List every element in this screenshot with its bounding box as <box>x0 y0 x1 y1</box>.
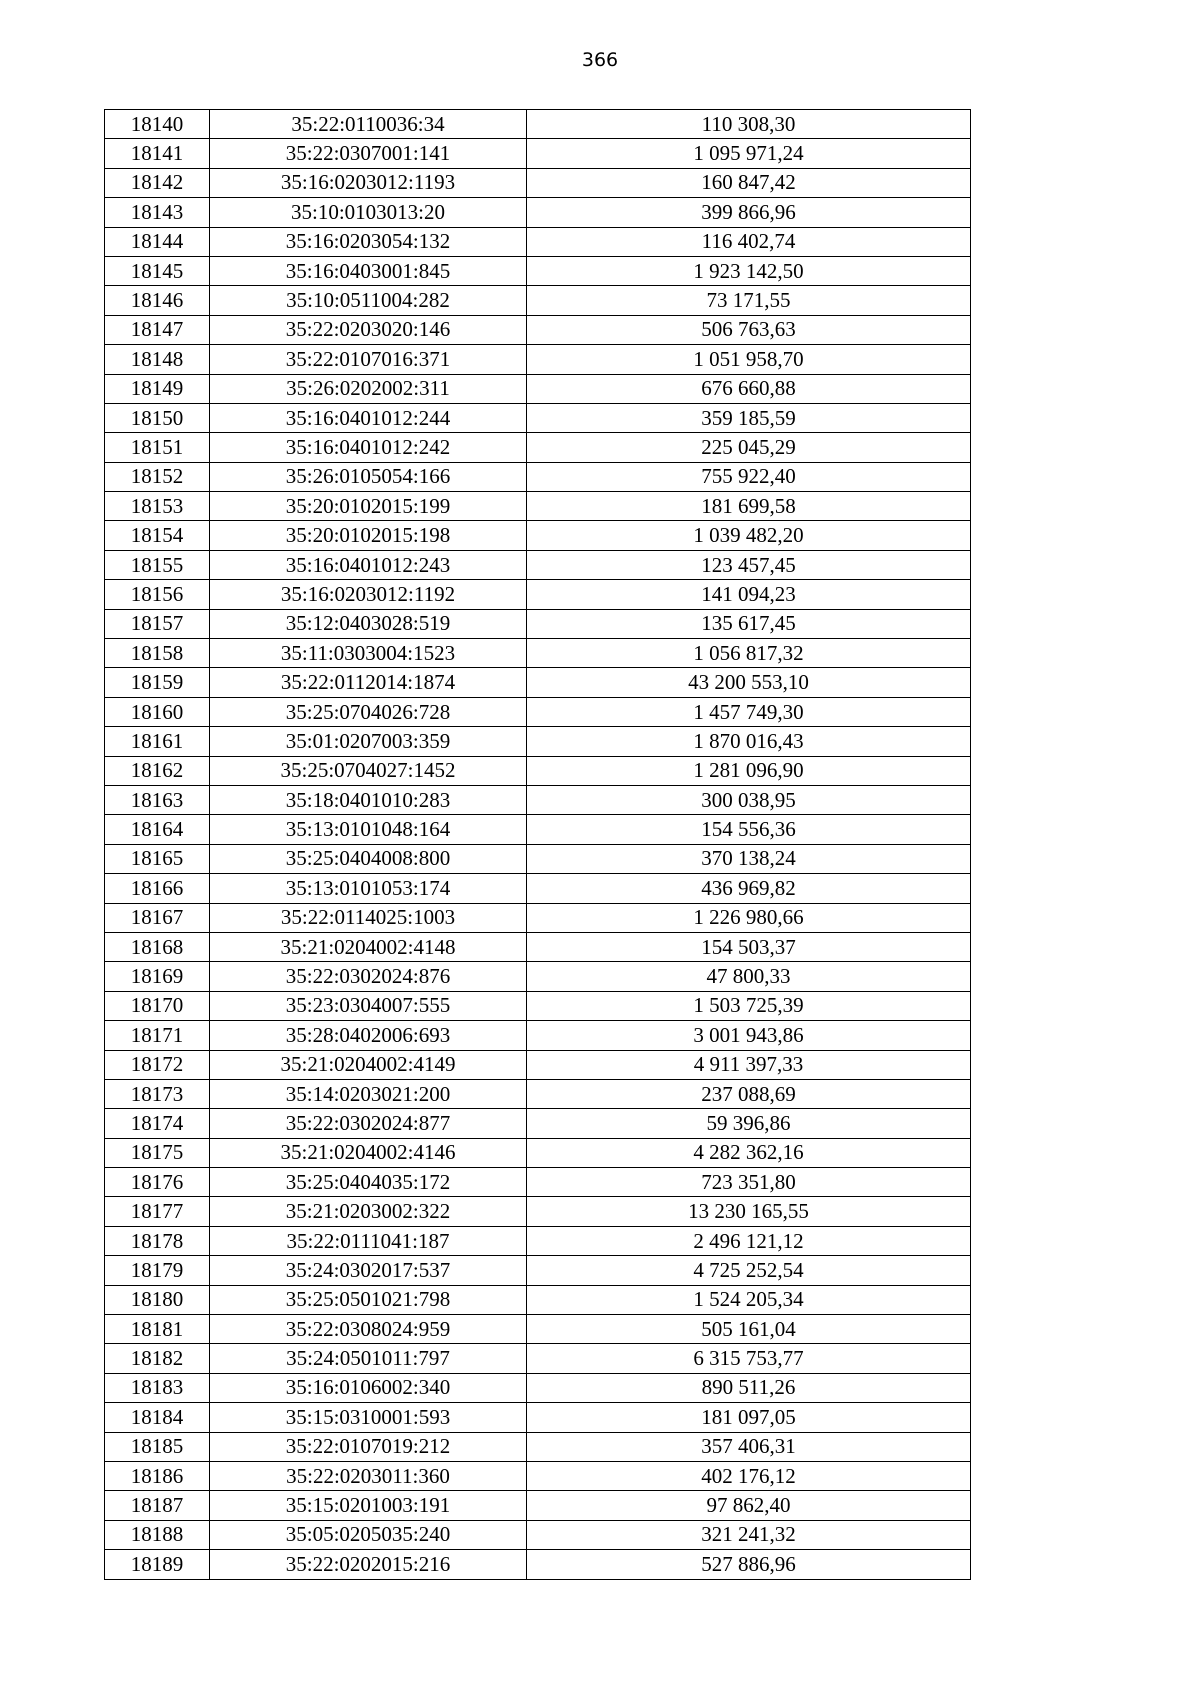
cadastral-value-cell: 110 308,30 <box>527 110 971 139</box>
cadastral-number-cell: 35:22:0307001:141 <box>210 139 527 168</box>
cadastral-number-cell: 35:22:0202015:216 <box>210 1550 527 1579</box>
cadastral-number-cell: 35:20:0102015:198 <box>210 521 527 550</box>
cadastral-number-cell: 35:16:0401012:244 <box>210 403 527 432</box>
table-row <box>105 580 971 609</box>
table-row <box>105 1461 971 1490</box>
row-number-cell: 18153 <box>105 492 210 521</box>
cadastral-value-cell: 399 866,96 <box>527 198 971 227</box>
table-row <box>105 198 971 227</box>
cadastral-value-cell: 1 457 749,30 <box>527 697 971 726</box>
cadastral-value-cell: 1 039 482,20 <box>527 521 971 550</box>
cadastral-number-cell: 35:21:0204002:4146 <box>210 1138 527 1167</box>
cadastral-value-cell: 1 524 205,34 <box>527 1285 971 1314</box>
row-number-cell: 18188 <box>105 1520 210 1549</box>
cadastral-number-cell: 35:12:0403028:519 <box>210 609 527 638</box>
row-number-cell: 18185 <box>105 1432 210 1461</box>
table-row <box>105 550 971 579</box>
table-row <box>105 1138 971 1167</box>
cadastral-number-cell: 35:22:0203020:146 <box>210 315 527 344</box>
cadastral-number-cell: 35:16:0401012:243 <box>210 550 527 579</box>
row-number-cell: 18187 <box>105 1491 210 1520</box>
cadastral-value-cell: 723 351,80 <box>527 1168 971 1197</box>
cadastral-value-cell: 4 911 397,33 <box>527 1050 971 1079</box>
table-row <box>105 1168 971 1197</box>
cadastral-value-cell: 890 511,26 <box>527 1373 971 1402</box>
table-row <box>105 315 971 344</box>
cadastral-value-cell: 97 862,40 <box>527 1491 971 1520</box>
row-number-cell: 18143 <box>105 198 210 227</box>
table-row <box>105 256 971 285</box>
cadastral-value-table <box>104 109 971 1580</box>
table-row <box>105 844 971 873</box>
cadastral-number-cell: 35:16:0203012:1193 <box>210 168 527 197</box>
cadastral-number-cell: 35:23:0304007:555 <box>210 991 527 1020</box>
cadastral-value-cell: 141 094,23 <box>527 580 971 609</box>
cadastral-number-cell: 35:25:0404035:172 <box>210 1168 527 1197</box>
row-number-cell: 18156 <box>105 580 210 609</box>
cadastral-value-cell: 225 045,29 <box>527 433 971 462</box>
row-number-cell: 18178 <box>105 1226 210 1255</box>
table-row <box>105 1344 971 1373</box>
row-number-cell: 18150 <box>105 403 210 432</box>
row-number-cell: 18186 <box>105 1461 210 1490</box>
row-number-cell: 18149 <box>105 374 210 403</box>
cadastral-number-cell: 35:16:0401012:242 <box>210 433 527 462</box>
table-row <box>105 110 971 139</box>
row-number-cell: 18144 <box>105 227 210 256</box>
table-row <box>105 521 971 550</box>
row-number-cell: 18173 <box>105 1079 210 1108</box>
row-number-cell: 18180 <box>105 1285 210 1314</box>
table-row <box>105 1315 971 1344</box>
table-row <box>105 1256 971 1285</box>
cadastral-number-cell: 35:22:0114025:1003 <box>210 903 527 932</box>
cadastral-number-cell: 35:22:0110036:34 <box>210 110 527 139</box>
cadastral-number-cell: 35:22:0308024:959 <box>210 1315 527 1344</box>
page-number: 366 <box>581 49 619 71</box>
table-row <box>105 1520 971 1549</box>
table-row <box>105 1079 971 1108</box>
row-number-cell: 18145 <box>105 256 210 285</box>
row-number-cell: 18184 <box>105 1403 210 1432</box>
row-number-cell: 18163 <box>105 785 210 814</box>
row-number-cell: 18172 <box>105 1050 210 1079</box>
cadastral-value-cell: 1 226 980,66 <box>527 903 971 932</box>
cadastral-value-cell: 1 281 096,90 <box>527 756 971 785</box>
row-number-cell: 18146 <box>105 286 210 315</box>
cadastral-number-cell: 35:13:0101053:174 <box>210 874 527 903</box>
cadastral-value-cell: 2 496 121,12 <box>527 1226 971 1255</box>
row-number-cell: 18183 <box>105 1373 210 1402</box>
cadastral-number-cell: 35:21:0203002:322 <box>210 1197 527 1226</box>
table-row <box>105 785 971 814</box>
row-number-cell: 18151 <box>105 433 210 462</box>
row-number-cell: 18155 <box>105 550 210 579</box>
row-number-cell: 18166 <box>105 874 210 903</box>
cadastral-number-cell: 35:10:0511004:282 <box>210 286 527 315</box>
cadastral-value-cell: 1 056 817,32 <box>527 639 971 668</box>
cadastral-value-cell: 357 406,31 <box>527 1432 971 1461</box>
cadastral-number-cell: 35:22:0111041:187 <box>210 1226 527 1255</box>
row-number-cell: 18147 <box>105 315 210 344</box>
row-number-cell: 18161 <box>105 727 210 756</box>
row-number-cell: 18142 <box>105 168 210 197</box>
table-row <box>105 903 971 932</box>
row-number-cell: 18170 <box>105 991 210 1020</box>
cadastral-value-cell: 43 200 553,10 <box>527 668 971 697</box>
row-number-cell: 18179 <box>105 1256 210 1285</box>
table-row <box>105 374 971 403</box>
cadastral-number-cell: 35:01:0207003:359 <box>210 727 527 756</box>
table-body <box>105 110 971 1580</box>
cadastral-number-cell: 35:15:0310001:593 <box>210 1403 527 1432</box>
row-number-cell: 18160 <box>105 697 210 726</box>
cadastral-number-cell: 35:28:0402006:693 <box>210 1021 527 1050</box>
cadastral-number-cell: 35:16:0203012:1192 <box>210 580 527 609</box>
table-row <box>105 1550 971 1579</box>
cadastral-value-cell: 370 138,24 <box>527 844 971 873</box>
cadastral-value-cell: 13 230 165,55 <box>527 1197 971 1226</box>
cadastral-value-cell: 59 396,86 <box>527 1109 971 1138</box>
cadastral-value-cell: 359 185,59 <box>527 403 971 432</box>
table-row <box>105 345 971 374</box>
cadastral-number-cell: 35:25:0404008:800 <box>210 844 527 873</box>
cadastral-number-cell: 35:05:0205035:240 <box>210 1520 527 1549</box>
cadastral-value-cell: 4 282 362,16 <box>527 1138 971 1167</box>
table-row <box>105 1226 971 1255</box>
cadastral-value-cell: 1 503 725,39 <box>527 991 971 1020</box>
cadastral-value-cell: 1 870 016,43 <box>527 727 971 756</box>
table-row <box>105 286 971 315</box>
cadastral-number-cell: 35:22:0107016:371 <box>210 345 527 374</box>
table-row <box>105 1285 971 1314</box>
table-row <box>105 168 971 197</box>
cadastral-number-cell: 35:22:0302024:877 <box>210 1109 527 1138</box>
row-number-cell: 18177 <box>105 1197 210 1226</box>
row-number-cell: 18182 <box>105 1344 210 1373</box>
cadastral-value-cell: 300 038,95 <box>527 785 971 814</box>
cadastral-number-cell: 35:21:0204002:4148 <box>210 932 527 961</box>
cadastral-number-cell: 35:11:0303004:1523 <box>210 639 527 668</box>
cadastral-number-cell: 35:16:0403001:845 <box>210 256 527 285</box>
cadastral-value-cell: 73 171,55 <box>527 286 971 315</box>
row-number-cell: 18175 <box>105 1138 210 1167</box>
cadastral-number-cell: 35:25:0704027:1452 <box>210 756 527 785</box>
table-row <box>105 609 971 638</box>
row-number-cell: 18167 <box>105 903 210 932</box>
table-row <box>105 1373 971 1402</box>
cadastral-value-cell: 135 617,45 <box>527 609 971 638</box>
cadastral-number-cell: 35:25:0704026:728 <box>210 697 527 726</box>
table-row <box>105 991 971 1020</box>
cadastral-value-cell: 154 503,37 <box>527 932 971 961</box>
table-row <box>105 139 971 168</box>
cadastral-value-cell: 154 556,36 <box>527 815 971 844</box>
row-number-cell: 18168 <box>105 932 210 961</box>
cadastral-number-cell: 35:26:0105054:166 <box>210 462 527 491</box>
cadastral-number-cell: 35:10:0103013:20 <box>210 198 527 227</box>
row-number-cell: 18169 <box>105 962 210 991</box>
row-number-cell: 18158 <box>105 639 210 668</box>
cadastral-number-cell: 35:24:0501011:797 <box>210 1344 527 1373</box>
table-row <box>105 433 971 462</box>
cadastral-number-cell: 35:18:0401010:283 <box>210 785 527 814</box>
cadastral-number-cell: 35:16:0203054:132 <box>210 227 527 256</box>
table-row <box>105 815 971 844</box>
table-row <box>105 697 971 726</box>
cadastral-number-cell: 35:22:0112014:1874 <box>210 668 527 697</box>
cadastral-value-cell: 6 315 753,77 <box>527 1344 971 1373</box>
row-number-cell: 18181 <box>105 1315 210 1344</box>
table-row <box>105 756 971 785</box>
cadastral-number-cell: 35:26:0202002:311 <box>210 374 527 403</box>
row-number-cell: 18174 <box>105 1109 210 1138</box>
cadastral-number-cell: 35:21:0204002:4149 <box>210 1050 527 1079</box>
cadastral-value-cell: 181 097,05 <box>527 1403 971 1432</box>
row-number-cell: 18154 <box>105 521 210 550</box>
cadastral-value-cell: 527 886,96 <box>527 1550 971 1579</box>
row-number-cell: 18162 <box>105 756 210 785</box>
table-row <box>105 1403 971 1432</box>
row-number-cell: 18140 <box>105 110 210 139</box>
cadastral-value-cell: 116 402,74 <box>527 227 971 256</box>
table-row <box>105 492 971 521</box>
row-number-cell: 18157 <box>105 609 210 638</box>
cadastral-number-cell: 35:22:0107019:212 <box>210 1432 527 1461</box>
table-row <box>105 727 971 756</box>
cadastral-value-cell: 237 088,69 <box>527 1079 971 1108</box>
cadastral-value-cell: 676 660,88 <box>527 374 971 403</box>
table-row <box>105 1432 971 1461</box>
cadastral-value-cell: 436 969,82 <box>527 874 971 903</box>
table-row <box>105 1491 971 1520</box>
cadastral-number-cell: 35:15:0201003:191 <box>210 1491 527 1520</box>
row-number-cell: 18164 <box>105 815 210 844</box>
table-row <box>105 1109 971 1138</box>
row-number-cell: 18152 <box>105 462 210 491</box>
cadastral-value-cell: 402 176,12 <box>527 1461 971 1490</box>
row-number-cell: 18189 <box>105 1550 210 1579</box>
cadastral-number-cell: 35:16:0106002:340 <box>210 1373 527 1402</box>
row-number-cell: 18176 <box>105 1168 210 1197</box>
table-row <box>105 1050 971 1079</box>
row-number-cell: 18171 <box>105 1021 210 1050</box>
cadastral-value-cell: 1 095 971,24 <box>527 139 971 168</box>
cadastral-number-cell: 35:24:0302017:537 <box>210 1256 527 1285</box>
cadastral-number-cell: 35:25:0501021:798 <box>210 1285 527 1314</box>
row-number-cell: 18165 <box>105 844 210 873</box>
cadastral-value-cell: 123 457,45 <box>527 550 971 579</box>
cadastral-number-cell: 35:22:0203011:360 <box>210 1461 527 1490</box>
cadastral-value-cell: 755 922,40 <box>527 462 971 491</box>
table-row <box>105 874 971 903</box>
cadastral-value-cell: 3 001 943,86 <box>527 1021 971 1050</box>
row-number-cell: 18141 <box>105 139 210 168</box>
cadastral-value-cell: 181 699,58 <box>527 492 971 521</box>
row-number-cell: 18148 <box>105 345 210 374</box>
table-row <box>105 227 971 256</box>
table-row <box>105 962 971 991</box>
cadastral-value-cell: 160 847,42 <box>527 168 971 197</box>
table-row <box>105 668 971 697</box>
table-row <box>105 1021 971 1050</box>
table-row <box>105 1197 971 1226</box>
table-row <box>105 932 971 961</box>
cadastral-value-cell: 321 241,32 <box>527 1520 971 1549</box>
cadastral-value-cell: 1 051 958,70 <box>527 345 971 374</box>
cadastral-value-cell: 505 161,04 <box>527 1315 971 1344</box>
cadastral-number-cell: 35:20:0102015:199 <box>210 492 527 521</box>
cadastral-number-cell: 35:22:0302024:876 <box>210 962 527 991</box>
table-row <box>105 462 971 491</box>
cadastral-value-cell: 1 923 142,50 <box>527 256 971 285</box>
cadastral-number-cell: 35:13:0101048:164 <box>210 815 527 844</box>
cadastral-value-cell: 506 763,63 <box>527 315 971 344</box>
table-row <box>105 403 971 432</box>
cadastral-value-cell: 4 725 252,54 <box>527 1256 971 1285</box>
cadastral-number-cell: 35:14:0203021:200 <box>210 1079 527 1108</box>
table-row <box>105 639 971 668</box>
row-number-cell: 18159 <box>105 668 210 697</box>
cadastral-value-cell: 47 800,33 <box>527 962 971 991</box>
